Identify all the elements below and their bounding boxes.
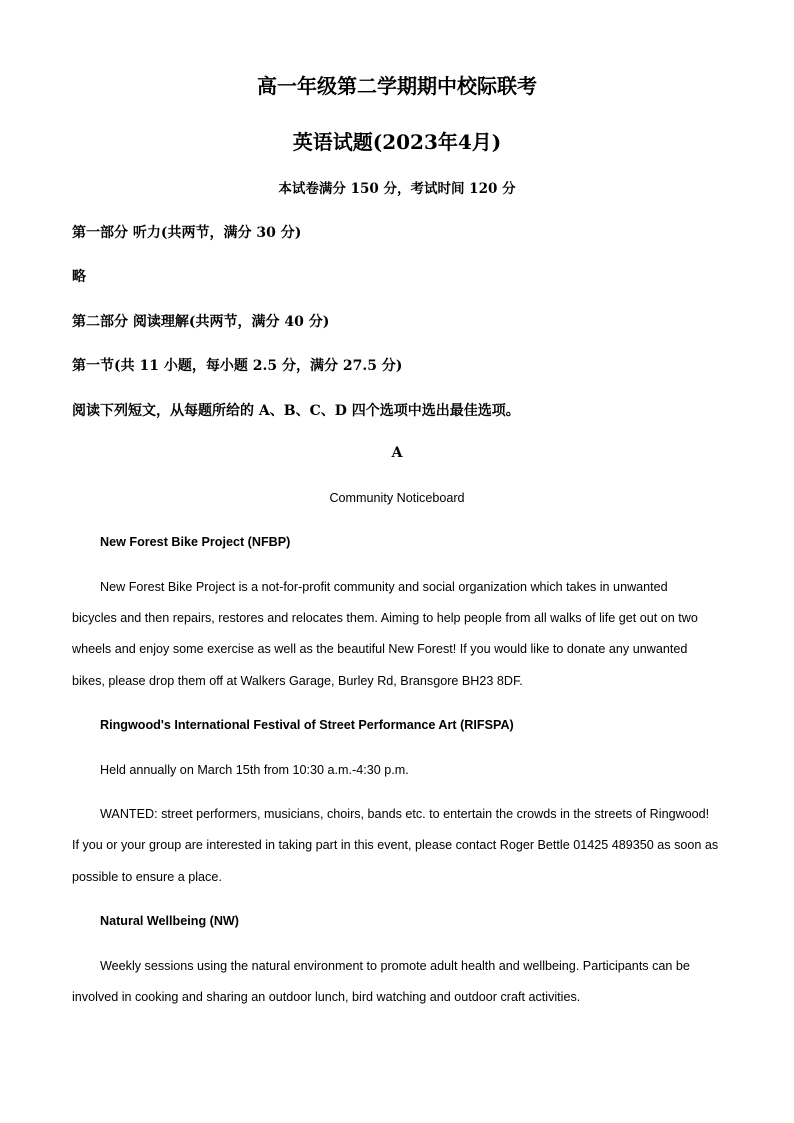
nfbp-heading: New Forest Bike Project (NFBP) xyxy=(100,535,291,549)
section1-heading: 第一节(共 11 小题，每小题 2.5 分，满分 27.5 分) xyxy=(72,358,403,374)
rifspa-line: If you or your group are interested in taking part in this event, please contact Roger Bettle 01425 489350 as soon as xyxy=(72,838,719,852)
passage-title: Community Noticeboard xyxy=(329,491,465,505)
exam-title: 高一年级第二学期期中校际联考 xyxy=(257,74,537,98)
rifspa-held: Held annually on March 15th from 10:30 a.m.-4:30 p.m. xyxy=(100,763,409,777)
nw-line: involved in cooking and sharing an outdoor lunch, bird watching and outdoor craft activities. xyxy=(72,990,581,1004)
nw-heading: Natural Wellbeing (NW) xyxy=(100,914,239,928)
nfbp-line: wheels and enjoy some exercise as well as the beautiful New Forest! If you would like to donate any unwanted xyxy=(72,642,688,656)
exam-subject: 英语试题(2023年4月) xyxy=(292,130,502,154)
nfbp-line: New Forest Bike Project is a not-for-profit community and social organization which takes in unwanted xyxy=(100,580,668,594)
nw-line: Weekly sessions using the natural environment to promote adult health and wellbeing. Participants can be xyxy=(100,959,690,973)
score-time-info: 本试卷满分 150 分，考试时间 120 分 xyxy=(278,181,516,197)
part2-heading: 第二部分 阅读理解(共两节，满分 40 分) xyxy=(72,314,330,330)
part1-content: 略 xyxy=(72,269,86,285)
reading-instruction: 阅读下列短文，从每题所给的 A、B、C、D 四个选项中选出最佳选项。 xyxy=(72,403,520,419)
rifspa-line: WANTED: street performers, musicians, choirs, bands etc. to entertain the crowds in the streets of Ringwood! xyxy=(100,807,710,821)
rifspa-line: possible to ensure a place. xyxy=(72,870,222,884)
nfbp-line: bicycles and then repairs, restores and relocates them. Aiming to help people from all walks of life get out on two xyxy=(72,611,698,625)
passage-label: A xyxy=(391,445,403,461)
nfbp-line: bikes, please drop them off at Walkers Garage, Burley Rd, Bransgore BH23 8DF. xyxy=(72,674,523,688)
rifspa-heading: Ringwood's International Festival of Street Performance Art (RIFSPA) xyxy=(100,718,514,732)
part1-heading: 第一部分 听力(共两节，满分 30 分) xyxy=(72,225,302,241)
